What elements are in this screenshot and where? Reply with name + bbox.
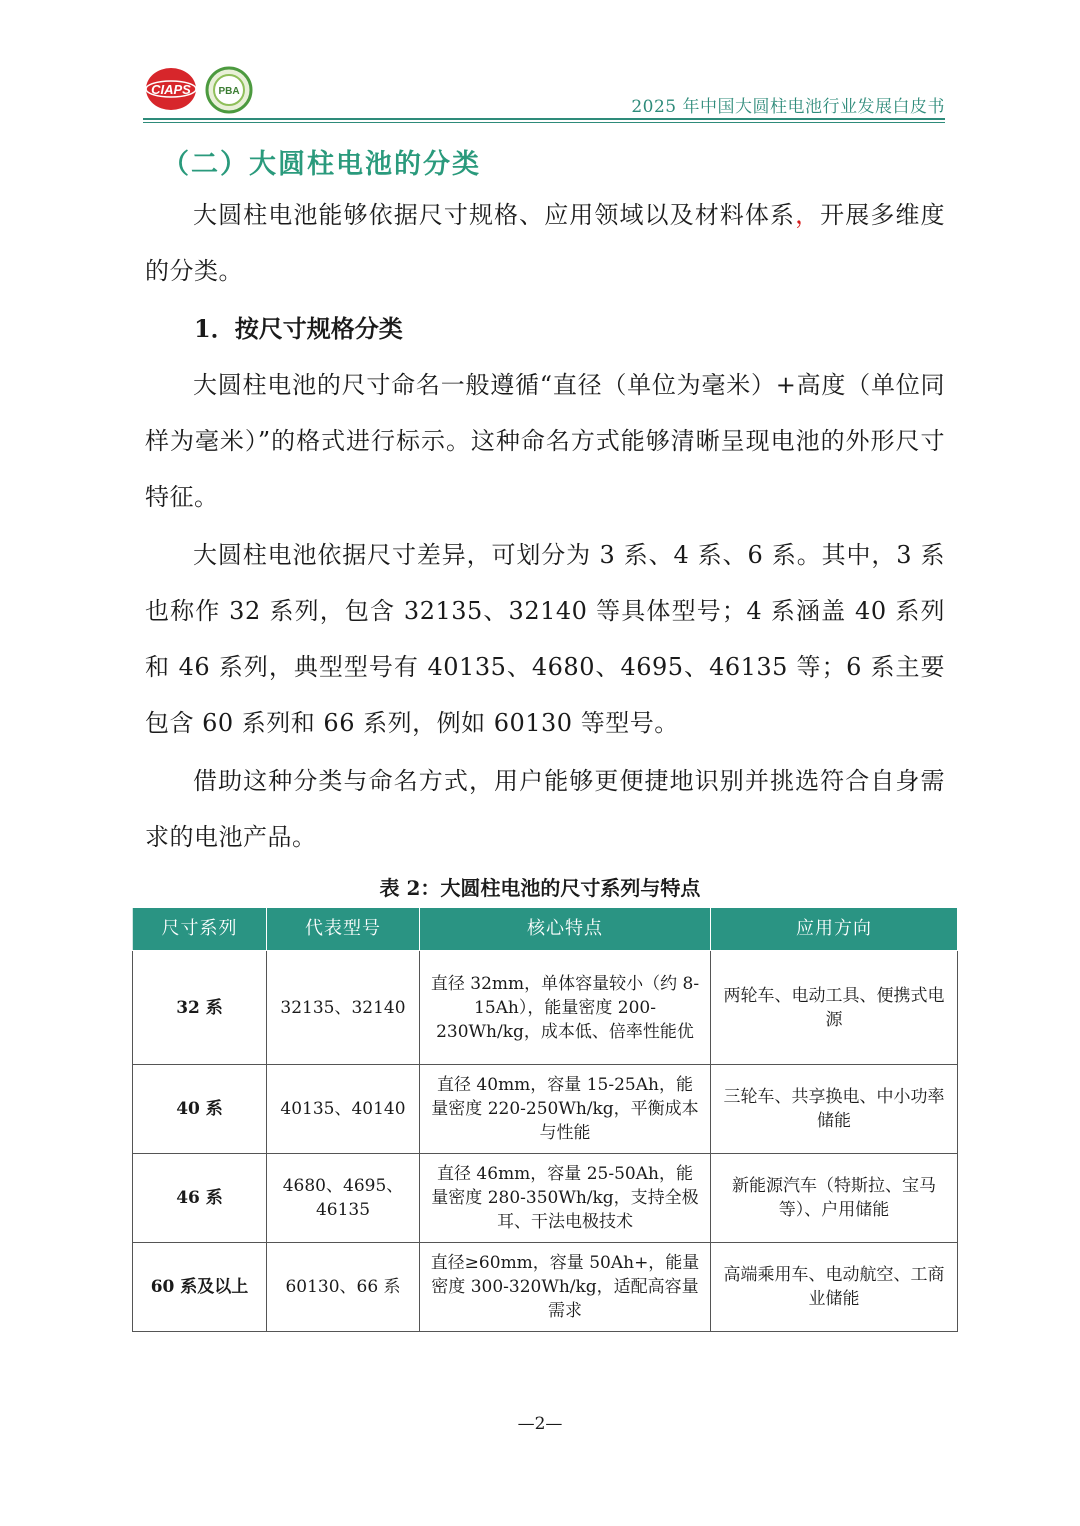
cell-applications: 新能源汽车（特斯拉、宝马等）、户用储能 (711, 1154, 958, 1243)
paragraph-usage: 借助这种分类与命名方式，用户能够更便捷地识别并挑选符合自身需求的电池产品。 (145, 767, 945, 851)
header-features: 核心特点 (420, 908, 711, 951)
cell-features: 直径 40mm，容量 15-25Ah，能量密度 220-250Wh/kg，平衡成本与性能 (420, 1065, 711, 1154)
cell-models: 32135、32140 (267, 951, 420, 1065)
table-row (133, 1154, 958, 1243)
subsection-title: 1．按尺寸规格分类 (194, 314, 403, 343)
table-row (133, 951, 958, 1065)
header-models: 代表型号 (267, 908, 420, 951)
header-applications: 应用方向 (711, 908, 958, 951)
cell-applications: 两轮车、电动工具、便携式电源 (711, 951, 958, 1065)
cell-applications: 高端乘用车、电动航空、工商业储能 (711, 1243, 958, 1332)
header-divider-thin (143, 122, 945, 123)
intro-comma: ， (795, 201, 821, 229)
pba-logo-text: PBA (218, 86, 240, 97)
paragraph-series: 大圆柱电池依据尺寸差异，可划分为 3 系、4 系、6 系。其中，3 系也称作 32 系列，包含 32135、32140 等具体型号；4 系涵盖 40 系列和 46 系列，典型型号有 40135、4680、4695、46135 等；6 系主要包含 60 系列和 66 系列，例如 60130 等型号。 (145, 541, 945, 737)
section-title: （二）大圆柱电池的分类 (162, 149, 481, 180)
ciaps-logo (145, 66, 197, 112)
size-series-table (132, 907, 958, 1332)
header-series: 尺寸系列 (133, 908, 267, 951)
table-caption: 表 2：大圆柱电池的尺寸系列与特点 (379, 876, 701, 900)
document-title: 2025 年中国大圆柱电池行业发展白皮书 (631, 97, 945, 117)
ciaps-logo-text: CIAPS (151, 82, 191, 97)
table-row (133, 1243, 958, 1332)
cell-applications: 三轮车、共享换电、中小功率储能 (711, 1065, 958, 1154)
cell-models: 4680、4695、46135 (267, 1154, 420, 1243)
table-header-row (133, 908, 958, 951)
table-row (133, 1065, 958, 1154)
cell-series: 46 系 (133, 1154, 267, 1243)
cell-series: 60 系及以上 (133, 1243, 267, 1332)
page-header (143, 62, 945, 122)
intro-paragraph (145, 187, 945, 299)
cell-series: 40 系 (133, 1065, 267, 1154)
pba-logo (205, 66, 253, 114)
cell-models: 60130、66 系 (267, 1243, 420, 1332)
header-divider (143, 118, 945, 120)
cell-series: 32 系 (133, 951, 267, 1065)
cell-features: 直径≥60mm，容量 50Ah+，能量密度 300-320Wh/kg，适配高容量需求 (420, 1243, 711, 1332)
cell-features: 直径 32mm，单体容量较小（约 8-15Ah），能量密度 200-230Wh/kg，成本低、倍率性能优 (420, 951, 711, 1065)
cell-features: 直径 46mm，容量 25-50Ah，能量密度 280-350Wh/kg，支持全极耳、干法电极技术 (420, 1154, 711, 1243)
paragraph-naming: 大圆柱电池的尺寸命名一般遵循“直径（单位为毫米）+高度（单位同样为毫米）”的格式进行标示。这种命名方式能够清晰呈现电池的外形尺寸特征。 (145, 371, 945, 511)
intro-text-a: 大圆柱电池能够依据尺寸规格、应用领域以及材料体系 (193, 201, 796, 229)
cell-models: 40135、40140 (267, 1065, 420, 1154)
intro-text-b: 开展多维度的分类。 (145, 201, 946, 285)
page-number: —2— (517, 1414, 563, 1434)
